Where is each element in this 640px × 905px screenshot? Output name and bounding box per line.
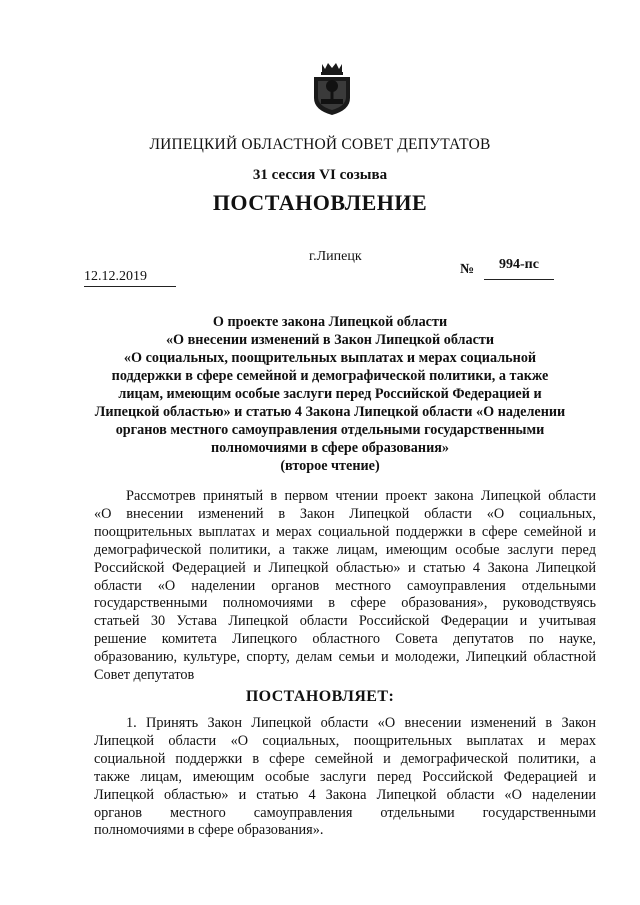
preamble-line: поощрительных выплатах и мерах социальной поддержки в сфере семейной и [94,523,596,540]
preamble-line: Рассмотрев принятый в первом чтении проект закона Липецкой области [126,488,596,504]
title-reading-stage: (второе чтение) [280,458,380,474]
title-line: поддержки в сфере семейной и демографической политики, а также [111,368,549,384]
title-line: полномочиями в сфере образования» [210,440,450,456]
document-number: 994-пс [484,257,554,280]
document-title [88,313,572,475]
preamble-line: образованию, культуре, спорту, делам семьи и молодежи, Липецкий областной [94,649,596,666]
title-line: О проекте закона Липецкой области [212,314,448,330]
item-line: Липецкой областью» и статью 4 Закона Липецкой области «О наделении [94,786,596,803]
preamble-line: демографической политики, а также лицам, имеющим особые заслуги перед [94,541,596,558]
item-line: социальной поддержки в сфере семейной и демографической политики, а [94,750,596,767]
preamble-line: «О внесении изменений в Закон Липецкой области «О социальных, [94,505,596,522]
decree-item-1 [94,715,596,840]
preamble-line: статьей 30 Устава Липецкой области Российской Федерации и учитывая [94,613,596,630]
title-line: органов местного самоуправления отдельными государственными [115,422,545,438]
item-line: Липецкой области «О социальных, поощрительных выплатах и мерах [94,732,596,749]
decree-heading: ПОСТАНОВЛЯЕТ: [245,688,395,705]
session-label: 31 сессия VI созыва [252,167,388,183]
title-line: Липецкой областью» и статью 4 Закона Липецкой области «О наделении [94,404,566,420]
item-line: полномочиями в сфере образования». [94,822,324,839]
council-name: ЛИПЕЦКИЙ ОБЛАСТНОЙ СОВЕТ ДЕПУТАТОВ [149,136,491,153]
number-sign: № [460,262,475,277]
preamble-line: Совет депутатов [94,667,195,684]
item-line: 1. Принять Закон Липецкой области «О внесении изменений в Закон [126,715,596,731]
preamble-line: решение комитета Липецкого областного Совета депутатов по науке, [94,631,596,648]
preamble-line: государственными полномочиями в сфере образования», руководствуясь [94,595,596,612]
document-type: ПОСТАНОВЛЕНИЕ [212,190,428,215]
title-line: лицам, имеющим особые заслуги перед Российской Федерацией и [118,386,542,402]
item-line: также лицам, имеющим особые заслуги перед Российской Федерацией и [94,768,596,785]
item-line: органов местного самоуправления отдельными государственными [94,804,596,821]
document-date: 12.12.2019 [84,269,176,287]
preamble-paragraph [94,488,596,685]
coat-of-arms-icon [309,60,355,116]
preamble-line: Российской Федерацией и Липецкой областью» и статью 4 Закона Липецкой [94,559,596,576]
title-line: «О внесении изменений в Закон Липецкой области [165,332,495,348]
city-label: г.Липецк [309,249,362,264]
title-line: «О социальных, поощрительных выплатах и мерах социальной [123,350,537,366]
preamble-line: области «О наделении органов местного самоуправления отдельными [94,577,596,594]
